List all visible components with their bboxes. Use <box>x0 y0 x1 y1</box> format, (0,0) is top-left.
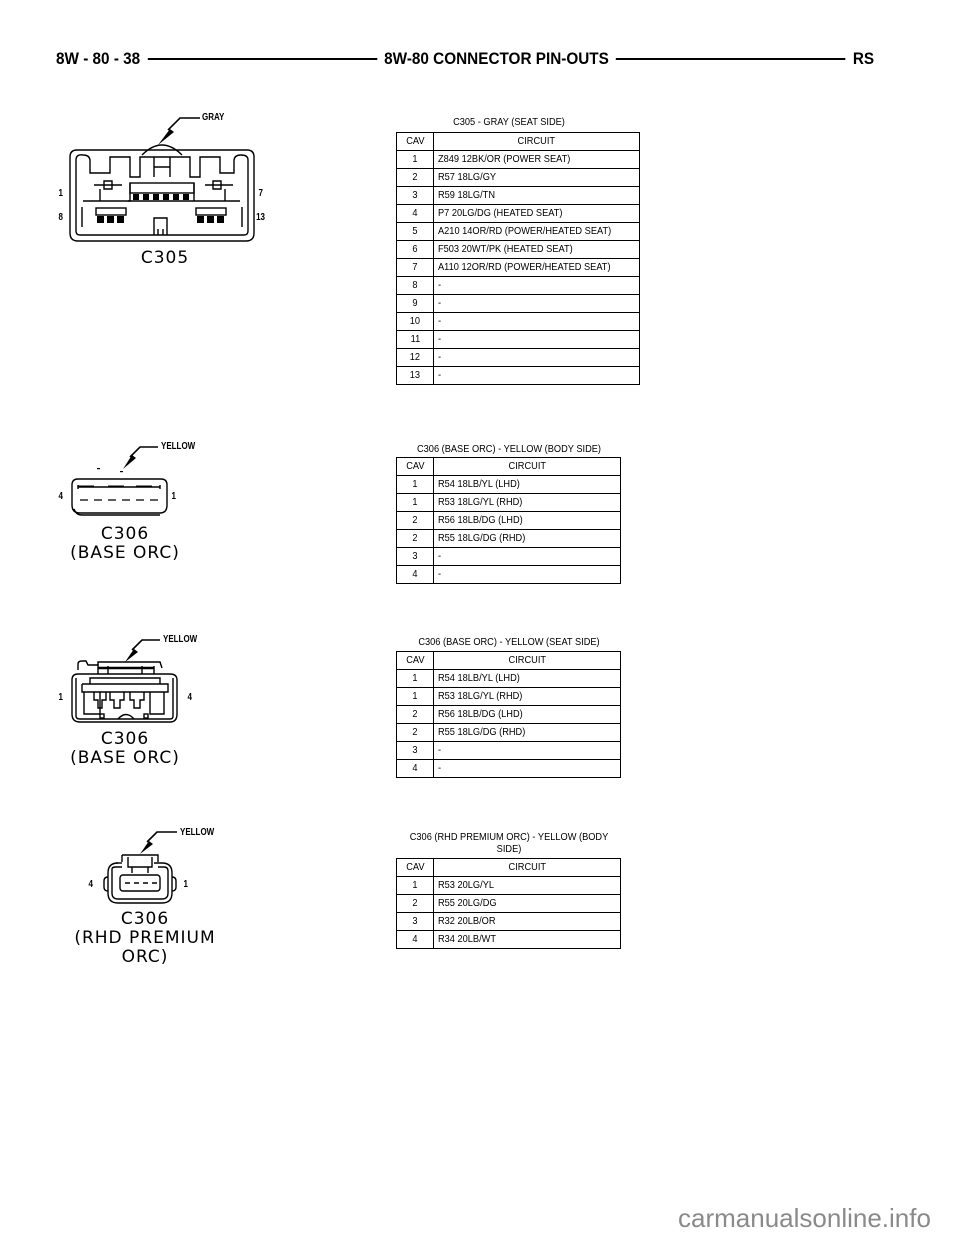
circuit-cell: - <box>438 744 442 756</box>
pin-label: 1 <box>171 491 177 502</box>
circuit-cell: Z849 12BK/OR (POWER SEAT) <box>438 153 571 165</box>
circuit-cell: R55 20LG/DG <box>438 897 497 909</box>
page-number: 8W - 80 - 38 <box>56 49 141 68</box>
cav-cell: 3 <box>412 189 418 201</box>
column-header-cav: CAV <box>405 654 425 666</box>
pin-label: 4 <box>88 879 94 890</box>
circuit-cell: - <box>438 369 442 381</box>
column-header-cav: CAV <box>405 135 425 147</box>
table-row <box>397 476 621 494</box>
cav-cell: 4 <box>412 207 418 219</box>
connector-diagram-c306-base-body <box>50 435 220 565</box>
column-header-circuit: CIRCUIT <box>508 460 546 472</box>
circuit-cell: - <box>438 568 442 580</box>
cav-cell: 11 <box>410 333 420 345</box>
circuit-cell: R56 18LB/DG (LHD) <box>438 708 523 720</box>
table-row <box>397 706 621 724</box>
circuit-cell: R54 18LB/YL (LHD) <box>438 478 520 490</box>
table-row <box>397 931 621 949</box>
cav-cell: 2 <box>412 514 418 526</box>
table-row <box>397 223 640 241</box>
table-row <box>397 205 640 223</box>
circuit-cell: R53 20LG/YL <box>438 879 495 891</box>
connector-diagram-c305 <box>50 105 280 275</box>
connector-name: C306 <box>120 909 170 929</box>
table-row <box>397 530 621 548</box>
color-tag: GRAY <box>202 112 225 123</box>
cav-cell: 5 <box>412 225 418 237</box>
pin-label: 13 <box>256 212 266 223</box>
color-tag: YELLOW <box>180 827 215 838</box>
table-title: C306 (BASE ORC) - YELLOW (SEAT SIDE) <box>418 636 600 648</box>
cav-cell: 4 <box>412 933 418 945</box>
circuit-cell: R55 18LG/DG (RHD) <box>438 532 526 544</box>
column-header-circuit: CIRCUIT <box>508 861 546 873</box>
table-row <box>397 548 621 566</box>
cav-cell: 1 <box>412 879 418 891</box>
table-row <box>397 187 640 205</box>
cav-cell: 4 <box>412 762 418 774</box>
table-title-line-2: SIDE) <box>496 843 522 855</box>
pin-label: 1 <box>183 879 189 890</box>
table-title: C305 - GRAY (SEAT SIDE) <box>453 116 565 128</box>
cav-cell: 6 <box>412 243 418 255</box>
table-title-line-1: C306 (RHD PREMIUM ORC) - YELLOW (BODY <box>409 831 609 843</box>
cav-cell: 2 <box>412 897 418 909</box>
circuit-cell: R56 18LB/DG (LHD) <box>438 514 523 526</box>
table-row <box>397 670 621 688</box>
circuit-cell: - <box>438 333 442 345</box>
table-row <box>397 760 621 778</box>
circuit-cell: R59 18LG/TN <box>438 189 496 201</box>
cav-cell: 7 <box>412 261 418 273</box>
table-row <box>397 494 621 512</box>
connector-name: C305 <box>140 248 190 268</box>
connector-sublabel: (RHD PREMIUM ORC) <box>74 928 216 967</box>
table-row <box>397 169 640 187</box>
cav-cell: 2 <box>412 532 418 544</box>
cav-cell: 3 <box>412 744 418 756</box>
table-row <box>397 349 640 367</box>
circuit-cell: R34 20LB/WT <box>438 933 497 945</box>
page-title: 8W-80 CONNECTOR PIN-OUTS <box>384 49 609 68</box>
table-row <box>397 151 640 169</box>
column-header-circuit: CIRCUIT <box>508 654 546 666</box>
table-row <box>397 566 621 584</box>
cav-cell: 1 <box>412 672 418 684</box>
cav-cell: 4 <box>412 568 418 580</box>
cav-cell: 9 <box>412 297 418 309</box>
pin-label: 4 <box>58 491 64 502</box>
connector-diagram-c306-rhd-premium <box>50 825 240 967</box>
cav-cell: 1 <box>412 153 418 165</box>
circuit-cell: - <box>438 762 442 774</box>
pin-label: 4 <box>187 692 193 703</box>
circuit-cell: R55 18LG/DG (RHD) <box>438 726 526 738</box>
circuit-cell: A110 12OR/RD (POWER/HEATED SEAT) <box>438 261 611 273</box>
table-header-row <box>397 133 640 151</box>
circuit-cell: R53 18LG/YL (RHD) <box>438 496 523 508</box>
connector-name: C306 <box>100 729 150 749</box>
cav-cell: 10 <box>409 315 421 327</box>
circuit-cell: - <box>438 550 442 562</box>
table-row <box>397 688 621 706</box>
header-rule-right <box>616 58 846 60</box>
circuit-cell: F503 20WT/PK (HEATED SEAT) <box>438 243 573 255</box>
cav-cell: 3 <box>412 915 418 927</box>
cav-cell: 2 <box>412 171 418 183</box>
cav-cell: 1 <box>412 690 418 702</box>
pinout-table-c306-base-body <box>396 457 621 584</box>
table-title: C306 (BASE ORC) - YELLOW (BODY SIDE) <box>416 443 602 455</box>
circuit-cell: R53 18LG/YL (RHD) <box>438 690 523 702</box>
circuit-cell: - <box>438 279 442 291</box>
column-header-cav: CAV <box>405 861 425 873</box>
pin-label: 7 <box>258 188 264 199</box>
connector-sublabel: (BASE ORC) <box>70 748 180 768</box>
cav-cell: 8 <box>412 279 418 291</box>
pinout-table-c306-base-seat <box>396 651 621 778</box>
circuit-cell: R32 20LB/OR <box>438 915 496 927</box>
table-row <box>397 277 640 295</box>
connector-diagram-c306-base-seat <box>50 630 220 770</box>
table-row <box>397 331 640 349</box>
table-row <box>397 877 621 895</box>
table-header-row <box>397 859 621 877</box>
table-header-row <box>397 652 621 670</box>
circuit-cell: - <box>438 351 442 363</box>
table-title <box>392 831 626 855</box>
cav-cell: 1 <box>412 478 418 490</box>
table-row <box>397 295 640 313</box>
cav-cell: 1 <box>412 496 418 508</box>
cav-cell: 2 <box>412 708 418 720</box>
column-header-circuit: CIRCUIT <box>517 135 556 147</box>
watermark: carmanualsonline.info <box>678 1203 931 1233</box>
header-rule-left <box>147 58 377 60</box>
pinout-table-c305 <box>396 132 640 385</box>
table-header-row <box>397 458 621 476</box>
cav-cell: 3 <box>412 550 418 562</box>
pin-label: 8 <box>58 212 64 223</box>
pin-label: 1 <box>58 692 64 703</box>
pinout-table-c306-rhd-premium <box>396 858 621 949</box>
table-row <box>397 895 621 913</box>
table-row <box>397 367 640 385</box>
page-header <box>56 48 874 70</box>
connector-name: C306 <box>100 524 150 544</box>
circuit-cell: R54 18LB/YL (LHD) <box>438 672 520 684</box>
model-code: RS <box>852 49 875 68</box>
connector-sublabel: (BASE ORC) <box>70 543 180 563</box>
color-tag: YELLOW <box>161 441 196 452</box>
table-row <box>397 512 621 530</box>
circuit-cell: P7 20LG/DG (HEATED SEAT) <box>438 207 563 219</box>
table-row <box>397 742 621 760</box>
circuit-cell: - <box>438 297 442 309</box>
table-row <box>397 724 621 742</box>
pin-label: 1 <box>58 188 64 199</box>
table-row <box>397 259 640 277</box>
table-row <box>397 241 640 259</box>
column-header-cav: CAV <box>405 460 425 472</box>
table-row <box>397 313 640 331</box>
color-tag: YELLOW <box>163 634 198 645</box>
cav-cell: 2 <box>412 726 418 738</box>
table-row <box>397 913 621 931</box>
circuit-cell: R57 18LG/GY <box>438 171 497 183</box>
cav-cell: 12 <box>409 351 421 363</box>
circuit-cell: - <box>438 315 442 327</box>
circuit-cell: A210 14OR/RD (POWER/HEATED SEAT) <box>438 225 612 237</box>
cav-cell: 13 <box>409 369 421 381</box>
